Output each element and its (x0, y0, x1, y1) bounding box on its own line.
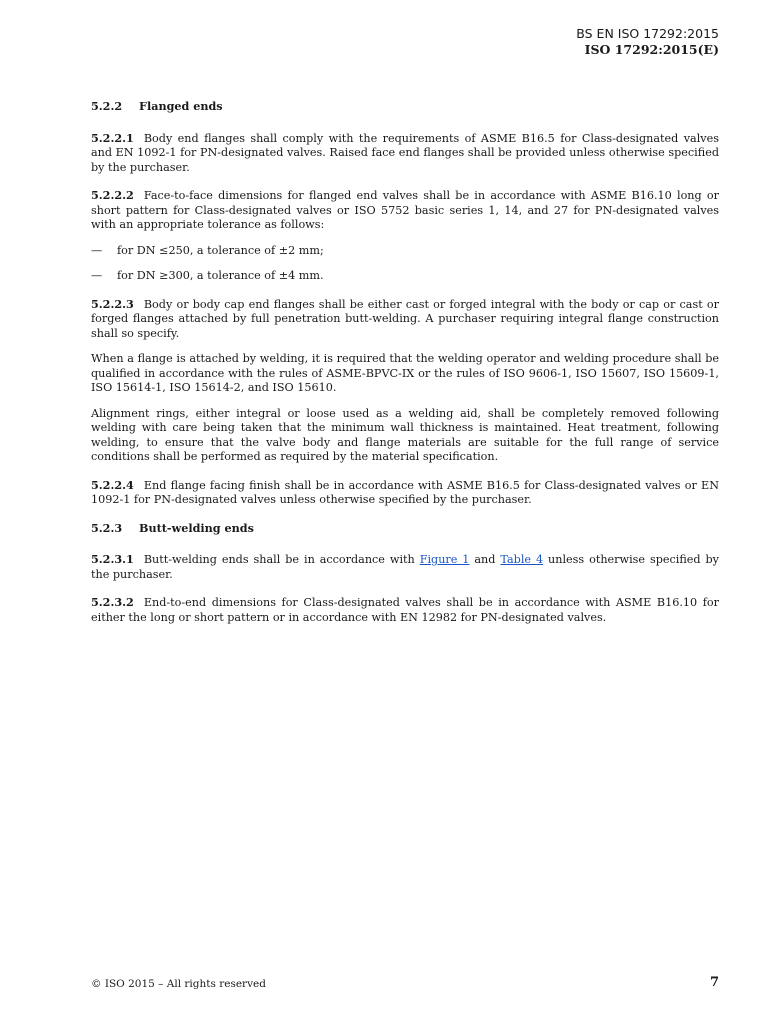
clause-text-mid: and (474, 553, 496, 566)
clause-number: 5.2.2.2 (91, 188, 134, 202)
clause-5-2-2-3 (91, 297, 719, 342)
clause-text: Body or body cap end flanges shall be either cast or forged integral with the body or cap or cast or forged flanges attached by full penetration butt-welding. A purchaser requiring integral flange construction shall so specify. (91, 297, 719, 340)
clause-number: 5.2.3.2 (91, 595, 134, 609)
copyright-notice: © ISO 2015 – All rights reserved (91, 978, 266, 990)
figure-1-link[interactable]: Figure 1 (419, 553, 470, 566)
paragraph: When a flange is attached by welding, it is required that the welding operator and welding procedure shall be qualified in accordance with the rules of ASME-BPVC-IX or the rules of ISO 9606-1, ISO 15607, ISO 15609-1, ISO 15614-1, ISO 15614-2, and ISO 15610. (91, 352, 719, 394)
page-number: 7 (709, 975, 719, 990)
clause-text-pre: Butt-welding ends shall be in accordance with (143, 553, 415, 566)
clause-5-2-2-4 (91, 478, 719, 508)
document-body (91, 99, 719, 638)
paragraph: Alignment rings, either integral or loose used as a welding aid, shall be completely removed following welding with care being taken that the minimum wall thickness is maintained. Heat treatment, following welding, to ensure that the valve body and flange materials are suitable for the full range of service conditions shall be performed as required by the material specification. (91, 406, 719, 463)
iso-designation: ISO 17292:2015(E) (584, 42, 719, 57)
section-number: 5.2.2 (91, 99, 123, 113)
page-header (576, 26, 719, 58)
clause-5-2-2-2 (91, 188, 719, 233)
list-dash: — (91, 269, 103, 282)
clause-text-post: unless otherwise specified by the purchaser. (91, 553, 719, 581)
clause-text: Body end flanges shall comply with the requirements of ASME B16.5 for Class-designated valves and EN 1092-1 for PN-designated valves. Raised face end flanges shall be provided unless otherwise specified by the purchaser. (91, 131, 719, 174)
clause-number: 5.2.2.4 (91, 477, 134, 492)
clause-number: 5.2.2.1 (91, 130, 134, 145)
list-item (91, 244, 719, 259)
section-title: Flanged ends (139, 99, 223, 113)
clause-text: End flange facing finish shall be in accordance with ASME B16.5 for Class-designated valves or EN 1092-1 for PN-designated valves unless otherwise specified by the purchaser. (91, 478, 719, 506)
clause-5-2-3-1 (91, 552, 719, 582)
clause-text: End-to-end dimensions for Class-designated valves shall be in accordance with ASME B16.10 for either the long or short pattern or in accordance with EN 12982 for PN-designated valves. (91, 596, 719, 624)
clause-text: Face-to-face dimensions for flanged end valves shall be in accordance with ASME B16.10 long or short pattern for Class-designated valves or ISO 5752 basic series 1, 14, and 27 for PN-designated valves with an appropriate tolerance as follows: (91, 189, 719, 231)
standard-designation: BS EN ISO 17292:2015 (576, 26, 719, 41)
list-dash: — (91, 243, 103, 257)
table-4-link[interactable]: Table 4 (500, 553, 544, 566)
clause-number: 5.2.3.1 (91, 552, 134, 566)
section-number: 5.2.3 (91, 520, 123, 535)
list-item (91, 269, 719, 284)
section-title: Butt-welding ends (139, 520, 254, 535)
list-item-text: for DN ≥300, a tolerance of ±4 mm. (117, 269, 324, 282)
clause-5-2-2-1 (91, 131, 719, 176)
clause-number: 5.2.2.3 (91, 296, 134, 311)
clause-5-2-3-2 (91, 595, 719, 625)
list-item-text: for DN ≤250, a tolerance of ±2 mm; (117, 243, 324, 257)
section-5-2-3-heading (91, 521, 719, 536)
section-5-2-2-heading (91, 99, 719, 114)
